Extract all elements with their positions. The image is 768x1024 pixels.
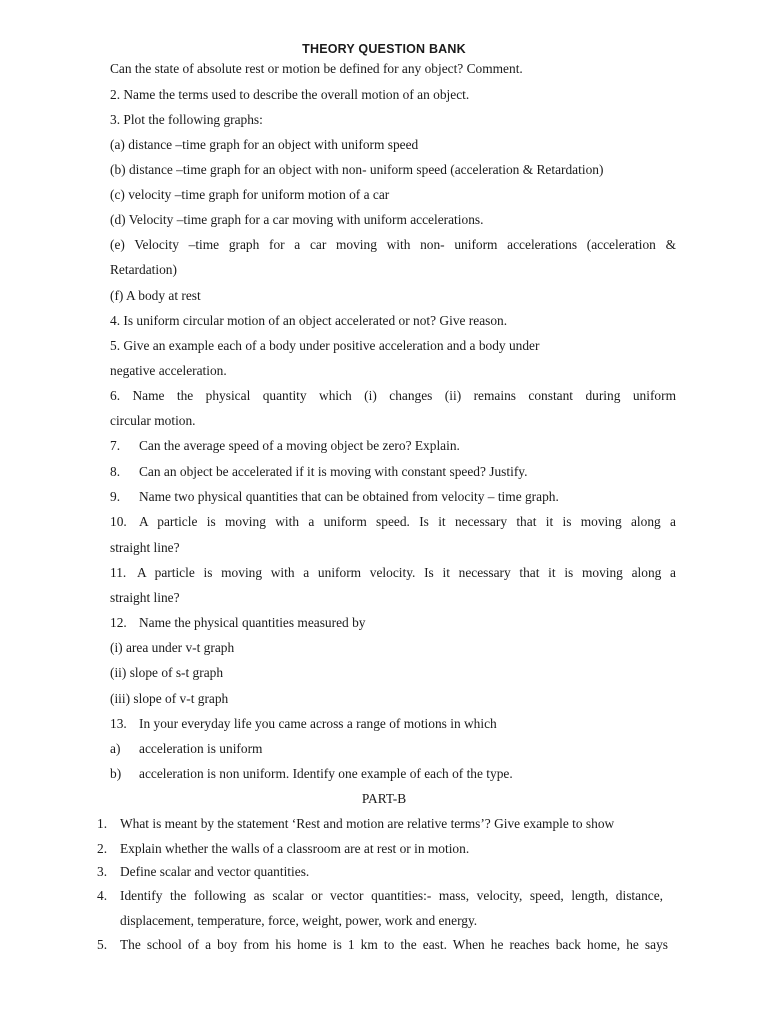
question-9-number: 9. (110, 489, 121, 504)
question-7-text: Can the average speed of a moving object be zero? Explain. (139, 438, 460, 453)
part-b-heading: PART-B (361, 791, 407, 806)
part-b-question-2-text: Explain whether the walls of a classroom are at rest or in motion. (120, 841, 470, 856)
question-1-text: Can the state of absolute rest or motion be defined for any object? Comment. (110, 61, 523, 76)
part-b-question-4-number: 4. (97, 888, 108, 903)
question-7-number: 7. (110, 438, 121, 453)
question-3a-text: (a) distance –time graph for an object with uniform speed (110, 137, 419, 152)
question-13-b-marker: b) (110, 766, 122, 781)
question-11-number: 11. (110, 565, 127, 580)
part-b-question-4-text: Identify the following as scalar or vector quantities:- mass, velocity, speed, length, distance, (120, 888, 663, 903)
question-3-text: 3. Plot the following graphs: (110, 112, 263, 127)
question-6-text: 6. Name the physical quantity which (i) changes (ii) remains constant during uniform (110, 388, 676, 403)
question-4-text: 4. Is uniform circular motion of an object accelerated or not? Give reason. (110, 313, 508, 328)
part-b-question-1-text: What is meant by the statement ‘Rest and motion are relative terms’? Give example to show (120, 816, 615, 831)
question-3e-text: (e) Velocity –time graph for a car moving with non- uniform accelerations (acceleration & (110, 237, 676, 252)
question-12-text: Name the physical quantities measured by (139, 615, 366, 630)
question-9-text: Name two physical quantities that can be obtained from velocity – time graph. (139, 489, 559, 504)
question-10-continued: straight line? (110, 540, 180, 555)
part-b-question-4-continued: displacement, temperature, force, weight, power, work and energy. (120, 913, 478, 928)
question-11-continued: straight line? (110, 590, 180, 605)
page-title: THEORY QUESTION BANK (302, 42, 466, 56)
part-b-question-2-number: 2. (97, 841, 108, 856)
question-3d-text: (d) Velocity –time graph for a car moving with uniform accelerations. (110, 212, 484, 227)
part-b-question-3-text: Define scalar and vector quantities. (120, 864, 310, 879)
question-13-b-text: acceleration is non uniform. Identify one example of each of the type. (139, 766, 513, 781)
question-13-a-text: acceleration is uniform (139, 741, 263, 756)
question-3b-text: (b) distance –time graph for an object with non- uniform speed (acceleration & Retardation) (110, 162, 604, 177)
question-8-number: 8. (110, 464, 121, 479)
part-b-question-5-text: The school of a boy from his home is 1 km to the east. When he reaches back home, he says (120, 937, 668, 952)
question-8-text: Can an object be accelerated if it is moving with constant speed? Justify. (139, 464, 528, 479)
question-2-text: 2. Name the terms used to describe the overall motion of an object. (110, 87, 470, 102)
question-3e-continued: Retardation) (110, 262, 177, 277)
question-10-number: 10. (110, 514, 127, 529)
question-12-ii-text: (ii) slope of s-t graph (110, 665, 224, 680)
question-12-i-text: (i) area under v-t graph (110, 640, 235, 655)
question-12-number: 12. (110, 615, 127, 630)
part-b-question-3-number: 3. (97, 864, 108, 879)
part-b-question-1-number: 1. (97, 816, 108, 831)
question-11-text: A particle is moving with a uniform velocity. Is it necessary that it is moving along a (137, 565, 676, 580)
question-10-text: A particle is moving with a uniform speed. Is it necessary that it is moving along a (139, 514, 676, 529)
question-13-text: In your everyday life you came across a range of motions in which (139, 716, 497, 731)
question-6-continued: circular motion. (110, 413, 196, 428)
question-12-iii-text: (iii) slope of v-t graph (110, 691, 229, 706)
question-5-text: 5. Give an example each of a body under positive acceleration and a body under (110, 338, 540, 353)
question-3c-text: (c) velocity –time graph for uniform motion of a car (110, 187, 390, 202)
part-b-question-5-number: 5. (97, 937, 108, 952)
question-13-a-marker: a) (110, 741, 121, 756)
question-5-continued: negative acceleration. (110, 363, 227, 378)
question-13-number: 13. (110, 716, 127, 731)
question-3f-text: (f) A body at rest (110, 288, 201, 303)
